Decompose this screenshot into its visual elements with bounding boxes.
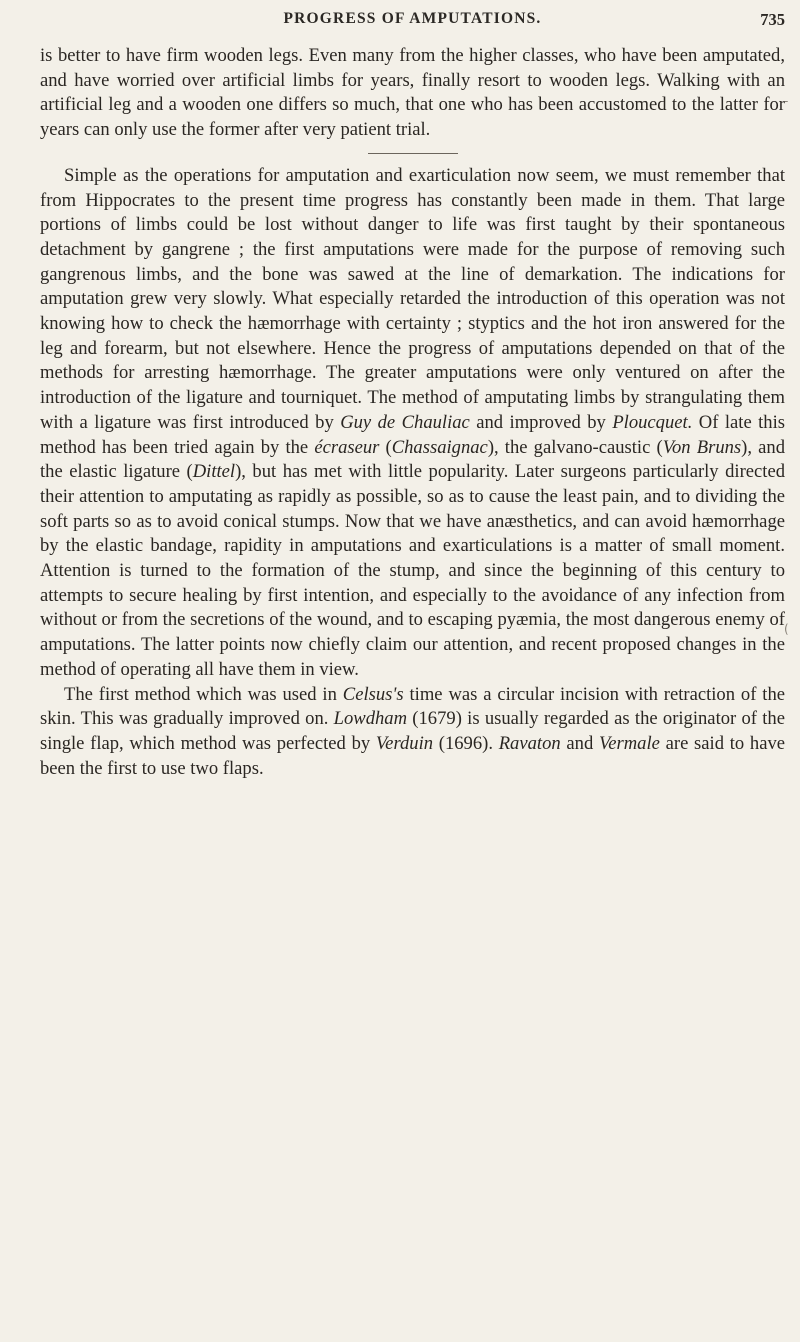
italic-text: Von Bruns <box>662 436 742 458</box>
text-run: Of late this method has been tried again by the <box>40 411 786 458</box>
italic-text: écraseur <box>314 436 380 458</box>
section-divider <box>368 153 458 154</box>
paragraph <box>40 164 785 683</box>
paragraph <box>40 683 785 782</box>
italic-text: Dittel <box>192 461 236 483</box>
text-run: (1679) is usually regarded as the originator of the single flap, which method was perfected by <box>40 708 785 754</box>
italic-text: Ravaton <box>498 732 561 754</box>
text-run: and improved by <box>469 411 613 433</box>
text-run: The first method which was used in <box>64 683 343 705</box>
running-title: PROGRESS OF AMPUTATIONS. <box>283 10 542 27</box>
text-run: and <box>560 732 599 754</box>
text-run: ), but has met with little popularity. Later surgeons particularly directed their attention to amputating as rapidly as possible, so as to cause the least pain, and to dividing the soft parts so as to avoid conical stumps. Now that we have anæsthetics, and can avoid hæmorrhage by the elastic bandage, rapidity in amputations and exarticulations is a matter of small moment. Attention is turned to the formation of the stump, and since the beginning of this century to attempts to secure healing by first intention, and especially to the avoidance of any infection from without or from the secretions of the wound, and to escaping pyæmia, the most dangerous enemy of amputations. The latter points now chiefly claim our attention, and recent proposed changes in the method of operating all have them in view. <box>40 461 785 680</box>
margin-mark: ( <box>784 622 789 636</box>
body-text <box>40 44 785 781</box>
italic-text: Celsus's <box>342 683 404 705</box>
text-run: ( <box>379 436 392 458</box>
paragraph <box>40 44 785 143</box>
text-run: time was a circular incision with retraction of the skin. This was gradually improved on. <box>40 683 786 730</box>
italic-text: Chassaignac <box>391 436 488 458</box>
italic-text: Lowdham <box>333 708 408 730</box>
text-run: Simple as the operations for amputation and exarticulation now seem, we must remember that from Hippocrates to the present time progress has constantly been made in them. That large portions of limbs could be lost without danger to life was first taught by their spontaneous detachment by gangrene ; the first amputations were made for the purpose of removing such gangrenous limbs, and the bone was sawed at the line of demarkation. The indications for amputation grew very slowly. What especially retarded the introduction of this operation was not knowing how to check the hæmorrhage with certainty ; styptics and the hot iron answered for the leg and forearm, but not elsewhere. Hence the progress of amputations depended on that of the methods for arresting hæmorrhage. The greater amputations were only ventured on after the introduction of the ligature and tourniquet. The method of amputating limbs by strangulating them with a ligature was first introduced by <box>40 164 785 433</box>
italic-text: Verduin <box>375 732 434 754</box>
margin-mark: - <box>784 94 789 108</box>
page-number: 735 <box>760 10 785 29</box>
italic-text: Guy de Chauliac <box>340 411 470 433</box>
running-head <box>40 10 785 36</box>
text-run: (1696). <box>433 732 499 754</box>
text-run: is better to have firm wooden legs. Even many from the higher classes, who have been amputated, and have worried over artificial limbs for years, finally resort to wooden legs. Walking with an artificial leg and a wooden one differs so much, that one who has been accustomed to the latter for years can only use the former after very patient trial. <box>40 45 785 141</box>
italic-text: Vermale <box>598 732 660 754</box>
text-run: ), the galvano-caustic ( <box>487 436 663 458</box>
text-run: are said to have been the first to use two flaps. <box>40 732 785 779</box>
italic-text: Ploucquet. <box>612 411 693 433</box>
text-run: ), and the elastic ligature ( <box>40 436 785 483</box>
